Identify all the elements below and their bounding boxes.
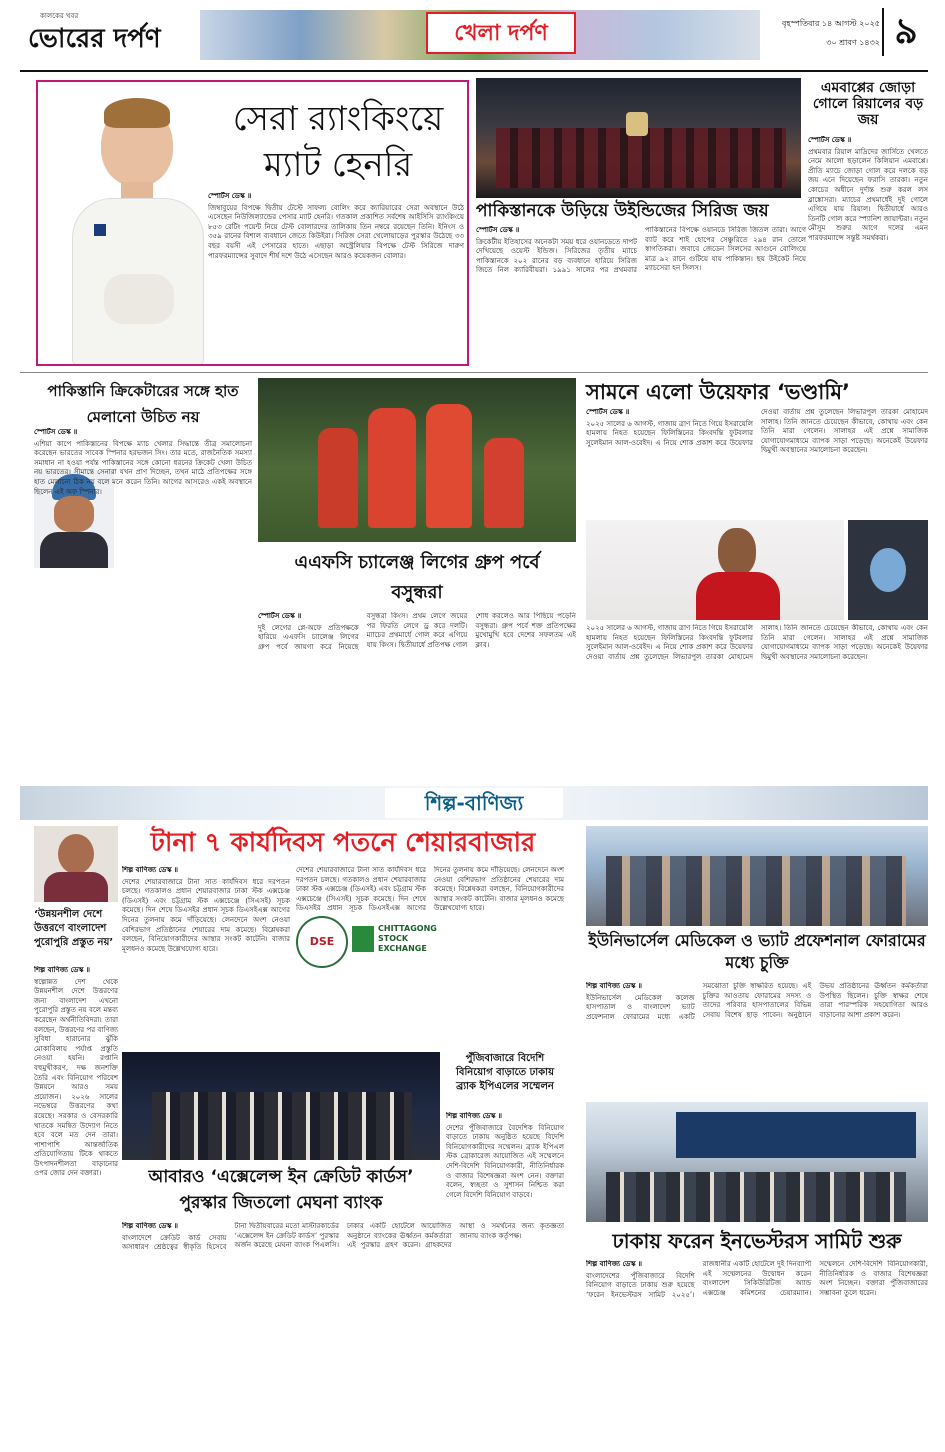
- market-body-right: [296, 866, 564, 1046]
- page-number: ৯: [882, 8, 928, 56]
- bashundhara-desk: স্পোর্টস ডেস্ক ॥: [258, 612, 302, 620]
- summit-body: [586, 1260, 928, 1442]
- real-text: প্রথমবার রিয়াল মাদ্রিদের জার্সিতে খেলতে নেমে আলো ছড়ালেন কিলিয়ান এমবাপ্পে। প্রীতি ম্যাচে জোড়া গোল করে দলকে বড় জয় এনে দিয়েছেন ফরাসি তারকা। নতুন কোচের অধীনে দুর্দান্ত শুরু করল লস ব্লাঙ্কোসরা। ম্যাচের প্রথমার্ধেই দুই গোলে এগিয়ে যায় রিয়াল। দ্বিতীয়ার্ধে আরও তিনটি গোল করে স্প্যানিশ জায়ান্টরা। নতুন মৌসুম শুরুর আগে দলের এমন পারফরম্যান্সে সন্তুষ্ট সমর্থকরা।: [808, 147, 928, 242]
- meghna-headline: আবারও ‘এক্সেলেন্স ইন ক্রেডিট কার্ডস’ পুরস্কার জিতলো মেঘনা ব্যাংক: [148, 1167, 414, 1213]
- bashundhara-photo: [258, 378, 576, 542]
- masthead-rule: [20, 70, 928, 72]
- market-text: দেশের শেয়ারবাজারে টানা সাত কার্যদিবস ধরে দরপতন চলছে। গতকালও প্রধান শেয়ারবাজার ঢাকা স্টক এক্সচেঞ্জ (ডিএসই) এবং চট্টগ্রাম স্টক এক্সচেঞ্জে (সিএসই) সূচক কমেছে। দিন শেষে ডিএসইর প্রধান সূচক ডিএসইএক্স আগের দিনের তুলনায় কমে দাঁড়িয়েছে। লেনদেনে অংশ নেওয়া বেশিরভাগ প্রতিষ্ঠানের শেয়ারের দাম কমেছে। বিশ্লেষকরা বলছেন, বিনিয়োগকারীদের আস্থার সংকট কাটেনি। বাজার মূলধনও কমেছে উল্লেখযোগ্য হারে।: [122, 877, 290, 953]
- meghna-desk: শিল্প বাণিজ্য ডেস্ক ॥: [122, 1222, 178, 1230]
- dse-logo-text: DSE: [309, 935, 335, 948]
- meghna-body: [122, 1222, 564, 1442]
- henry-body: [208, 192, 464, 362]
- summit-headline: ঢাকায় ফরেন ইনভেস্টরস সামিট শুরু: [612, 1229, 902, 1253]
- harbhajan-desk: স্পোর্টস ডেস্ক ॥: [34, 428, 78, 436]
- salah-social-photo: [848, 520, 928, 620]
- paper-name: ভোরের দর্পণ: [28, 24, 161, 54]
- paper-small-label: কালকের খবর: [40, 12, 79, 20]
- universal-body: [586, 982, 928, 1098]
- divider-row1: [20, 372, 928, 373]
- henry-desk: স্পোর্টস ডেস্ক ॥: [208, 192, 252, 200]
- real-desk: স্পোর্টস ডেস্ক ॥: [808, 136, 852, 144]
- westindies-text: ক্রিকেটীয় ইতিহাসের অনেকটা সময় ধরে ওয়ানডেতে দাপট দেখিয়েছে ওয়েস্ট ইন্ডিজ। সিরিজের তৃতীয় ম্যাচে পাকিস্তানকে ২০২ রানের বড় ব্যবধানে হারিয়ে সিরিজ জিতে নিল ক্যারিবীয়রা। ১৯৯১ সালের পর প্রথমবার পাকিস্তানের বিপক্ষে ওয়ানডে সিরিজ জিতল তারা। আগে ব্যাট করে শাই হোপের সেঞ্চুরিতে ২৯৪ রান তোলে স্বাগতিকরা। জবাবে জেডেন সিলসের আগুনে বোলিংয়ে মাত্র ৯২ রানে গুটিয়ে যায় পাকিস্তান। ছয় উইকেট নিয়ে ম্যাচসেরা হন সিলস।: [476, 226, 806, 275]
- foreign-invest-desk: শিল্প বাণিজ্য ডেস্ক ॥: [446, 1112, 502, 1120]
- westindies-desk: স্পোর্টস ডেস্ক ॥: [476, 226, 520, 234]
- date-line-1: বৃহস্পতিবার ১৪ আগস্ট ২০২৫: [782, 19, 880, 28]
- universal-desk: শিল্প বাণিজ্য ডেস্ক ॥: [586, 982, 642, 990]
- universal-headline: ইউনিভার্সেল মেডিকেল ও ভ্যাট প্রফেশনাল ফোরামের মধ্যে চুক্তি: [588, 931, 926, 972]
- market-headline: টানা ৭ কার্যদিবস পতনে শেয়ারবাজার: [150, 828, 536, 858]
- salah-photo: [586, 520, 844, 620]
- salah-body-lower: [586, 624, 928, 780]
- masthead: [0, 0, 945, 74]
- westindies-headline: পাকিস্তানকে উড়িয়ে উইন্ডিজের সিরিজ জয়: [476, 201, 769, 221]
- date-line-2: ৩০ শ্রাবণ ১৪৩২: [826, 38, 880, 47]
- foreign-invest-body: [446, 1112, 564, 1216]
- ready-body: [34, 966, 118, 1440]
- real-headline: এমবাপ্পের জোড়া গোলে রিয়ালের বড় জয়: [812, 80, 924, 129]
- harbhajan-headline: পাকিস্তানি ক্রিকেটারের সঙ্গে হাত মেলানো উচিত নয়: [47, 382, 239, 426]
- business-band: [20, 786, 928, 820]
- foreign-invest-headline: পুঁজিবাজারে বিদেশি বিনিয়োগ বাড়াতে ঢাকায় ব্র্যাক ইপিএলের সম্মেলন: [456, 1053, 554, 1092]
- harbhajan-text: এশিয়া কাপে পাকিস্তানের বিপক্ষে ম্যাচ খেলার সিদ্ধান্তে তীব্র সমালোচনা করেছেন ভারতের সাবেক স্পিনার হরভজন সিং। তার মতে, রাজনৈতিক সমস্যা সমাধান না হওয়া পর্যন্ত পাকিস্তানের সঙ্গে কোনো ধরনের ক্রিকেট খেলা উচিত নয় ভারতের। সীমান্তে সেনারা যখন প্রাণ দিচ্ছেন, তখন মাঠে প্রতিপক্ষের সঙ্গে হাত মেলানো ঠিক নয় বলে মনে করেন তিনি। আগের আসরেও একই অবস্থানে ছিলেন এই অফ স্পিনার।: [34, 439, 252, 496]
- henry-story: [36, 80, 469, 366]
- bashundhara-text: দুই লেগের প্লে-অফে প্রতিপক্ষকে হারিয়ে এএফসি চ্যালেঞ্জ লিগের গ্রুপ পর্বে জায়গা করে নিয়েছে বসুন্ধরা কিংস। প্রথম লেগে জয়ের পর ফিরতি লেগে ড্র করে দলটি। ম্যাচের প্রথমার্ধে গোল করে এগিয়ে যায় কিংস। দ্বিতীয়ার্ধে প্রতিপক্ষ গোল শোধ করলেও আর পিছিয়ে পড়েনি বসুন্ধরা। গ্রুপ পর্বে শক্ত প্রতিপক্ষের মুখোমুখি হবে দেশের সফলতম এই ক্লাব।: [258, 612, 576, 651]
- meghna-text: বাংলাদেশে ক্রেডিট কার্ড সেবায় অসাধারণ শ্রেষ্ঠত্বের স্বীকৃতি হিসেবে টানা দ্বিতীয়বারের মতো মাস্টারকার্ডের ‘এক্সেলেন্স ইন ক্রেডিট কার্ডস’ পুরস্কার অর্জন করেছে মেঘনা ব্যাংক পিএলসি। ঢাকার একটি হোটেলে আয়োজিত অনুষ্ঠানে ব্যাংকের ঊর্ধ্বতন কর্মকর্তারা এই পুরস্কার গ্রহণ করেন। গ্রাহকদের আস্থা ও সমর্থনের জন্য কৃতজ্ঞতা জানায় ব্যাংক কর্তৃপক্ষ।: [122, 1222, 564, 1252]
- market-desk: শিল্প বাণিজ্য ডেস্ক ॥: [122, 866, 178, 874]
- westindies-body: [476, 226, 806, 366]
- salah-text: ২০২৫ সালের ৬ আগস্ট, গাজায় ত্রাণ নিতে গিয়ে ইসরায়েলি হামলায় নিহত হয়েছেন ফিলিস্তিনের কিংবদন্তি ফুটবলার সুলেইমান আল-ওবেইদ। এ নিয়ে শোক প্রকাশ করে উয়েফার দেওয়া বার্তায় প্রশ্ন তুলেছেন লিভারপুল তারকা মোহামেদ সালাহ। তিনি জানতে চেয়েছেন কীভাবে, কোথায় এবং কেন তিনি মারা গেলেন। সালাহর এই প্রশ্নে সামাজিক যোগাযোগমাধ্যমে ব্যাপক সাড়া পড়েছে। অনেকেই উয়েফার দ্বিমুখী অবস্থানের সমালোচনা করেছেন।: [586, 408, 928, 455]
- salah-headline: সামনে এলো উয়েফার ‘ভণ্ডামি’: [586, 380, 851, 404]
- salah-body: [586, 408, 928, 518]
- harbhajan-body: [34, 428, 252, 780]
- date-block: [770, 18, 880, 50]
- paper-logo: [28, 10, 178, 62]
- summit-desk: শিল্প বাণিজ্য ডেস্ক ॥: [586, 1260, 642, 1268]
- summit-photo: [586, 1102, 928, 1222]
- summit-text: বাংলাদেশের পুঁজিবাজারে বিদেশি বিনিয়োগ বাড়াতে ঢাকায় শুরু হয়েছে ‘ফরেন ইনভেস্টরস সামিট ২০২৫’। রাজধানীর একটি হোটেলে দুই দিনব্যাপী এই সম্মেলনের উদ্বোধন করেন বাংলাদেশ সিকিউরিটিজ অ্যান্ড এক্সচেঞ্জ কমিশনের চেয়ারম্যান। সম্মেলনে দেশি-বিদেশি বিনিয়োগকারী, নীতিনির্ধারক ও বাজার বিশেষজ্ঞরা অংশ নিচ্ছেন। বক্তারা পুঁজিবাজারের সম্ভাবনা তুলে ধরেন।: [586, 1260, 928, 1299]
- bashundhara-body: [258, 612, 576, 780]
- salah-desk: স্পোর্টস ডেস্ক ॥: [586, 408, 630, 416]
- market-text-cont: দেশের শেয়ারবাজারে টানা সাত কার্যদিবস ধরে দরপতন চলছে। গতকালও প্রধান শেয়ারবাজার ঢাকা স্টক এক্সচেঞ্জ (ডিএসই) এবং চট্টগ্রাম স্টক এক্সচেঞ্জে (সিএসই) সূচক কমেছে। দিন শেষে ডিএসইর প্রধান সূচক ডিএসইএক্স আগের দিনের তুলনায় কমে দাঁড়িয়েছে। লেনদেনে অংশ নেওয়া বেশিরভাগ প্রতিষ্ঠানের শেয়ারের দাম কমেছে। বিশ্লেষকরা বলছেন, বিনিয়োগকারীদের আস্থার সংকট কাটেনি। বাজার মূলধনও কমেছে উল্লেখযোগ্য হারে।: [296, 866, 564, 913]
- henry-headline: সেরা র‍্যাংকিংয়ে ম্যাট হেনরি: [232, 99, 444, 185]
- henry-text: জিম্বাবুয়ের বিপক্ষে দ্বিতীয় টেস্টে সাফল্য বোলিং করে ক্যারিয়ারের সেরা অবস্থানে উঠে এসেছেন নিউজিল্যান্ডের পেসার ম্যাট হেনরি। গতকাল প্রকাশিত সর্বশেষ আইসিসি র‍্যাংকিংয়ে ৮৫৩ রেটিং পয়েন্ট নিয়ে টেস্ট বোলারদের তালিকায় তিন নম্বরে রয়েছেন তিনি। ইনিংস ও ৩৫৯ রানের বিশাল ব্যবধানে জেতে কিউইরা। সিরিজ সেরা খেলোয়াড়ের পুরস্কার উঠেছে ৩৩ বছর বয়সী এই পেসারের হাতে। এছাড়া অস্ট্রেলিয়ার বিপক্ষে টেস্ট সিরিজে দারুণ পারফরম্যান্সের সুবাদে শীর্ষ দশে উঠে এসেছেন আরও কয়েকজন বোলার।: [208, 203, 464, 260]
- ready-headline: ‘উন্নয়নশীল দেশে উত্তরণে বাংলাদেশ পুরোপুরি প্রস্তুত নয়’: [34, 909, 114, 948]
- ready-photo: [34, 826, 118, 902]
- universal-text: ইউনিভার্সেল মেডিকেল কলেজ হাসপাতাল ও বাংলাদেশ ভ্যাট প্রফেশনাল ফোরামের মধ্যে একটি সমঝোতা চুক্তি স্বাক্ষরিত হয়েছে। এই চুক্তির আওতায় ফোরামের সদস্য ও তাদের পরিবার হাসপাতালের বিভিন্ন সেবায় বিশেষ ছাড় পাবেন। অনুষ্ঠানে উভয় প্রতিষ্ঠানের ঊর্ধ্বতন কর্মকর্তারা উপস্থিত ছিলেন। চুক্তি স্বাক্ষর শেষে তারা পারস্পরিক সহযোগিতা আরও বাড়ানোর আশা প্রকাশ করেন।: [586, 982, 928, 1021]
- market-body-left: [122, 866, 290, 1046]
- henry-photo: [66, 94, 206, 364]
- cse-logo-text: CHITTAGONG STOCK EXCHANGE: [378, 924, 437, 953]
- business-band-title: শিল্প-বাণিজ্য: [385, 788, 563, 818]
- salah-text-cont: ২০২৫ সালের ৬ আগস্ট, গাজায় ত্রাণ নিতে গিয়ে ইসরায়েলি হামলায় নিহত হয়েছেন ফিলিস্তিনের কিংবদন্তি ফুটবলার সুলেইমান আল-ওবেইদ। এ নিয়ে শোক প্রকাশ করে উয়েফার দেওয়া বার্তায় প্রশ্ন তুলেছেন লিভারপুল তারকা মোহামেদ সালাহ। তিনি জানতে চেয়েছেন কীভাবে, কোথায় এবং কেন তিনি মারা গেলেন। সালাহর এই প্রশ্নে সামাজিক যোগাযোগমাধ্যমে ব্যাপক সাড়া পড়েছে। অনেকেই উয়েফার দ্বিমুখী অবস্থানের সমালোচনা করেছেন।: [586, 624, 928, 661]
- bashundhara-headline: এএফসি চ্যালেঞ্জ লিগের গ্রুপ পর্বে বসুন্ধরা: [294, 552, 540, 603]
- westindies-photo: [476, 78, 801, 198]
- ready-text: স্বল্পোন্নত দেশ থেকে উন্নয়নশীল দেশে উত্তরণের জন্য বাংলাদেশ এখনো পুরোপুরি প্রস্তুত নয় বলে মন্তব্য করেছেন অর্থনীতিবিদরা। তারা বলছেন, উত্তরণের পর বাণিজ্য সুবিধা হারানোর ঝুঁকি মোকাবিলায় পর্যাপ্ত প্রস্তুতি নেওয়া হয়নি। রপ্তানি বহুমুখীকরণ, দক্ষ জনশক্তি তৈরি এবং বিনিয়োগ পরিবেশ উন্নয়নে আরও সময় প্রয়োজন। ২০২৬ সালের নভেম্বরে উত্তরণের কথা রয়েছে। সরকার ও বেসরকারি খাতকে সমন্বিত উদ্যোগ নিতে হবে বলে মত দেন তারা। পাশাপাশি আন্তর্জাতিক প্রতিযোগিতায় টিকে থাকতে উৎপাদনশীলতা বাড়ানোর ওপর জোর দেন বক্তারা।: [34, 977, 118, 1178]
- meghna-photo: [122, 1052, 440, 1160]
- universal-photo: [586, 826, 928, 926]
- real-body: [808, 136, 928, 366]
- section-badge: খেলা দর্পণ: [426, 12, 576, 54]
- ready-desk: শিল্প বাণিজ্য ডেস্ক ॥: [34, 966, 90, 974]
- foreign-invest-text: দেশের পুঁজিবাজারে বৈদেশিক বিনিয়োগ বাড়াতে ঢাকায় অনুষ্ঠিত হয়েছে বিদেশি বিনিয়োগকারীদের সম্মেলন। ব্র্যাক ইপিএল স্টক ব্রোকারেজ আয়োজিত এই সম্মেলনে দেশি-বিদেশি বিনিয়োগকারী, নীতিনির্ধারক ও বাজার বিশেষজ্ঞরা অংশ নেন। বক্তারা বলেন, স্বচ্ছতা ও সুশাসন নিশ্চিত করা গেলে বিদেশি বিনিয়োগ বাড়বে।: [446, 1123, 564, 1199]
